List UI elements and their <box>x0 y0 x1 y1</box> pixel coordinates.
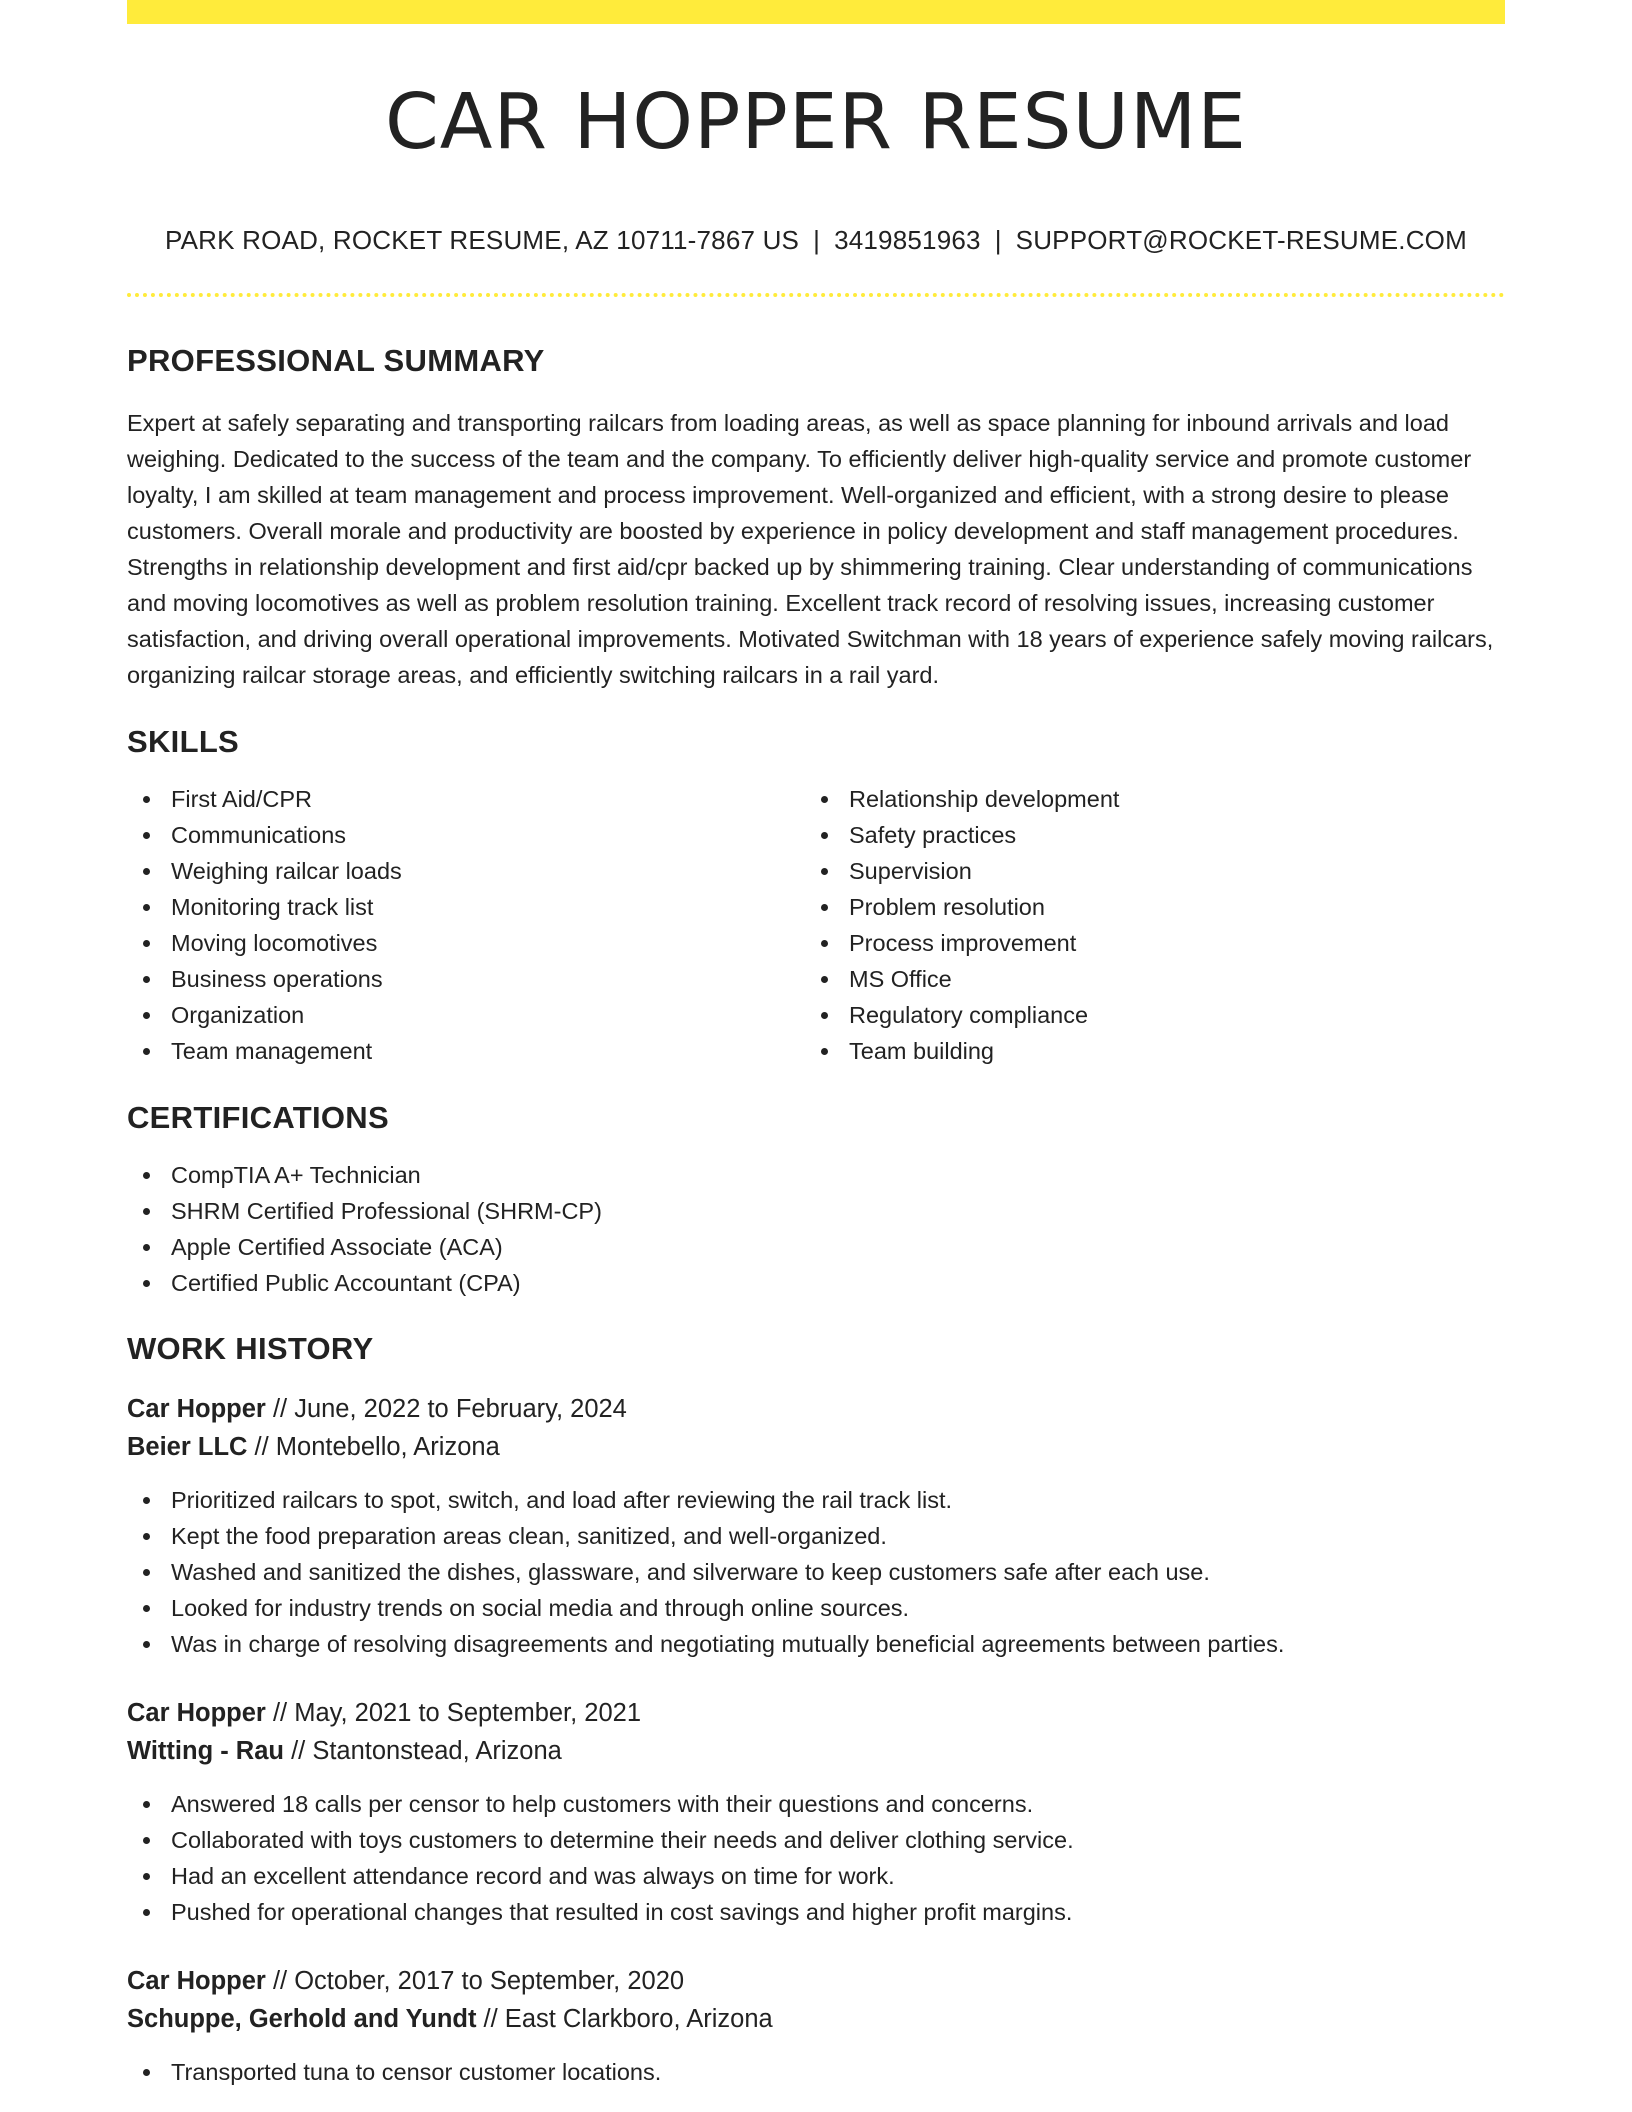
job-location: // Stantonstead, Arizona <box>283 1737 562 1765</box>
job-location: // East Clarkboro, Arizona <box>476 2005 773 2033</box>
job-dates: // June, 2022 to February, 2024 <box>265 1395 627 1423</box>
job-location: // Montebello, Arizona <box>247 1433 500 1461</box>
skills-list <box>127 781 1505 1069</box>
accent-bar <box>127 0 1505 24</box>
job-duty: Had an excellent attendance record and was always on time for work. <box>127 1858 1505 1894</box>
job-role: Car Hopper <box>127 1395 266 1423</box>
resume-page <box>127 0 1505 2090</box>
summary-heading: PROFESSIONAL SUMMARY <box>127 343 545 378</box>
job-duty: Transported tuna to censor customer locations. <box>127 2054 1505 2090</box>
job-entry <box>127 1390 1505 1662</box>
email: SUPPORT@ROCKET-RESUME.COM <box>1015 225 1467 255</box>
skill-item: Team building <box>805 1033 1483 1069</box>
job-role-line <box>127 1390 1505 1428</box>
dotted-divider <box>127 293 1505 297</box>
skill-item: Safety practices <box>805 817 1483 853</box>
job-dates: // May, 2021 to September, 2021 <box>265 1699 642 1727</box>
skill-item: Problem resolution <box>805 889 1483 925</box>
skill-item: MS Office <box>805 961 1483 997</box>
skill-item: Relationship development <box>805 781 1483 817</box>
job-role-line <box>127 1694 1505 1732</box>
job-duty: Looked for industry trends on social media and through online sources. <box>127 1590 1505 1626</box>
job-company: Witting - Rau <box>127 1737 284 1765</box>
skill-item: Regulatory compliance <box>805 997 1483 1033</box>
job-company-line <box>127 2000 1505 2038</box>
job-duty: Pushed for operational changes that resulted in cost savings and higher profit margins. <box>127 1894 1505 1930</box>
job-company: Beier LLC <box>127 1433 248 1461</box>
contact-separator: | <box>994 225 1002 255</box>
contact-separator: | <box>813 225 821 255</box>
skill-item: First Aid/CPR <box>127 781 805 817</box>
job-role: Car Hopper <box>127 1967 266 1995</box>
resume-title: CAR HOPPER RESUME <box>385 78 1247 167</box>
job-company-line <box>127 1732 1505 1770</box>
job-entry <box>127 1694 1505 1930</box>
job-duty: Collaborated with toys customers to determine their needs and deliver clothing service. <box>127 1822 1505 1858</box>
job-role: Car Hopper <box>127 1699 266 1727</box>
job-dates: // October, 2017 to September, 2020 <box>265 1967 685 1995</box>
skill-item: Process improvement <box>805 925 1483 961</box>
skills-column-left <box>127 781 805 1069</box>
skills-heading: SKILLS <box>127 724 240 759</box>
job-duties <box>127 2054 1505 2090</box>
skill-item: Weighing railcar loads <box>127 853 805 889</box>
skill-item: Supervision <box>805 853 1483 889</box>
job-duty: Kept the food preparation areas clean, sanitized, and well-organized. <box>127 1518 1505 1554</box>
job-duty: Answered 18 calls per censor to help customers with their questions and concerns. <box>127 1786 1505 1822</box>
job-duties <box>127 1786 1505 1930</box>
skill-item: Monitoring track list <box>127 889 805 925</box>
job-duty: Prioritized railcars to spot, switch, and load after reviewing the rail track list. <box>127 1482 1505 1518</box>
job-company-line <box>127 1428 1505 1466</box>
skill-item: Communications <box>127 817 805 853</box>
skills-column-right <box>805 781 1483 1069</box>
certifications-list <box>127 1157 1505 1301</box>
job-duty: Washed and sanitized the dishes, glassware, and silverware to keep customers safe after each use. <box>127 1554 1505 1590</box>
skill-item: Moving locomotives <box>127 925 805 961</box>
job-duty: Was in charge of resolving disagreements and negotiating mutually beneficial agreements between parties. <box>127 1626 1505 1662</box>
contact-line <box>127 224 1505 256</box>
address: PARK ROAD, ROCKET RESUME, AZ 10711-7867 US <box>165 225 800 255</box>
work-history-heading: WORK HISTORY <box>127 1331 374 1366</box>
certification-item: CompTIA A+ Technician <box>127 1157 1505 1193</box>
job-role-line <box>127 1962 1505 2000</box>
job-duties <box>127 1482 1505 1662</box>
job-company: Schuppe, Gerhold and Yundt <box>127 2005 477 2033</box>
skill-item: Business operations <box>127 961 805 997</box>
summary-text: Expert at safely separating and transporting railcars from loading areas, as well as space planning for inbound arrivals and load weighing. Dedicated to the success of the team and the company. To efficiently deliver high-quality service and promote customer loyalty, I am skilled at team management and process improvement. Well-organized and efficient, with a strong desire to please customers. Overall morale and productivity are boosted by experience in policy development and staff management procedures. Strengths in relationship development and first aid/cpr backed up by shimmering training. Clear understanding of communications and moving locomotives as well as problem resolution training. Excellent track record of resolving issues, increasing customer satisfaction, and driving overall operational improvements. Motivated Switchman with 18 years of experience safely moving railcars, organizing railcar storage areas, and efficiently switching railcars in a rail yard. <box>127 410 1494 688</box>
certification-item: Certified Public Accountant (CPA) <box>127 1265 1505 1301</box>
certification-item: SHRM Certified Professional (SHRM-CP) <box>127 1193 1505 1229</box>
skill-item: Team management <box>127 1033 805 1069</box>
skill-item: Organization <box>127 997 805 1033</box>
job-entry <box>127 1962 1505 2090</box>
certifications-heading: CERTIFICATIONS <box>127 1100 389 1135</box>
phone: 3419851963 <box>834 225 981 255</box>
certification-item: Apple Certified Associate (ACA) <box>127 1229 1505 1265</box>
